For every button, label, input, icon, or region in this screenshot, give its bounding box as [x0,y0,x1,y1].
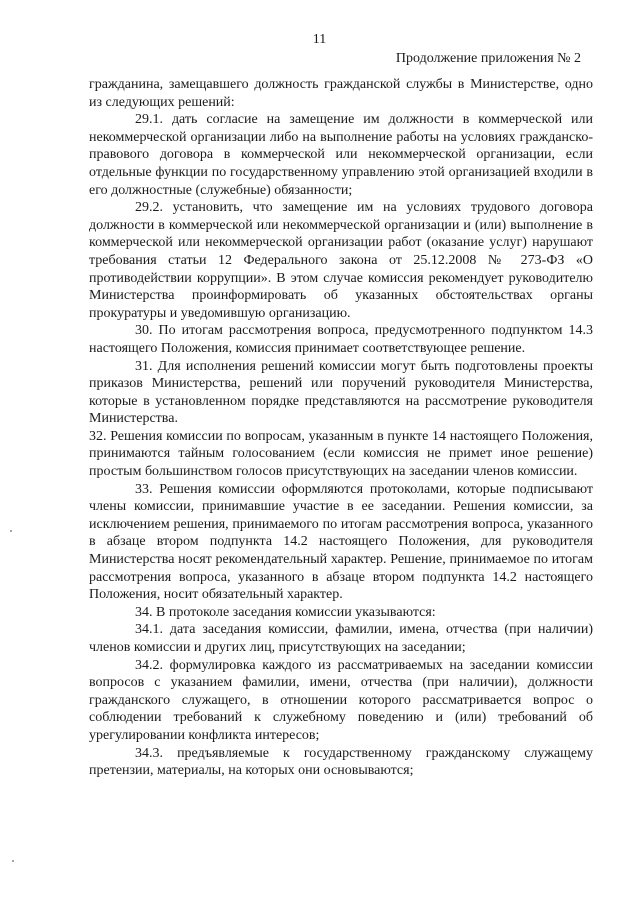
paragraph-31: 31. Для исполнения решений комиссии могут быть подготовлены проекты приказов Министерства, решений или поручений руководителя Министерства, которые в установленном порядке представляются на рассмотрение руководителя Министерства. [89,358,593,427]
paragraph-34-3: 34.3. предъявляемые к государственному гражданскому служащему претензии, материалы, на которых они основываются; [89,745,593,779]
page-number: 11 [312,32,327,47]
appendix-continuation-note: Продолжение приложения № 2 [395,51,581,66]
paragraph-34-2: 34.2. формулировка каждого из рассматриваемых на заседании комиссии вопросов с указанием фамилии, имени, отчества (при наличии), должности гражданского служащего, в отношении которого рассматривается вопрос о соблюдении требований к служебному поведению и (или) требований об урегулировании конфликта интересов; [89,657,593,743]
paragraph-32: 32. Решения комиссии по вопросам, указанным в пункте 14 настоящего Положения, принимаются тайным голосованием (если комиссия не примет иное решение) простым большинством голосов присутствующих на заседании членов комиссии. [89,428,593,480]
paragraph-29-2: 29.2. установить, что замещение им на условиях трудового договора должности в коммерческой или некоммерческой организации и (или) выполнение в коммерческой или некоммерческой организации работ (оказание услуг) нарушают требования статьи 12 Федерального закона от 25.12.2008 № 273-ФЗ «О противодействии коррупции». В этом случае комиссия рекомендует руководителю Министерства проинформировать об указанных обстоятельствах органы прокуратуры и уведомившую организацию. [89,200,593,321]
paragraph-continuation: гражданина, замещавшего должность гражданской службы в Министерстве, одно из следующих решений: [89,77,593,110]
document-body [89,76,593,780]
paragraph-33: 33. Решения комиссии оформляются протоколами, которые подписывают члены комиссии, принимавшие участие в ее заседании. Решения комиссии, за исключением решения, принимаемого по итогам рассмотрения вопроса, указанного в абзаце втором подпункта 14.2 настоящего Положения, для руководителя Министерства носят рекомендательный характер. Решение, принимаемое по итогам рассмотрения вопроса, указанного в абзаце втором подпункта 14.2 настоящего Положения, носит обязательный характер. [89,481,593,603]
scan-artifact-mark [12,860,14,862]
paragraph-34-1: 34.1. дата заседания комиссии, фамилии, имена, отчества (при наличии) членов комиссии и других лиц, присутствующих на заседании; [89,622,593,655]
paragraph-34: 34. В протоколе заседания комиссии указываются: [135,604,436,620]
paragraph-29-1: 29.1. дать согласие на замещение им должности в коммерческой или некоммерческой организации либо на выполнение работы на условиях гражданско-правового договора в коммерческой или некоммерческой организации, если отдельные функции по государственному управлению этой организацией входили в его должностные (служебные) обязанности; [89,112,593,198]
scan-artifact-mark [10,530,12,532]
paragraph-30: 30. По итогам рассмотрения вопроса, предусмотренного подпунктом 14.3 настоящего Положения, комиссия принимает соответствующее решение. [89,323,593,356]
